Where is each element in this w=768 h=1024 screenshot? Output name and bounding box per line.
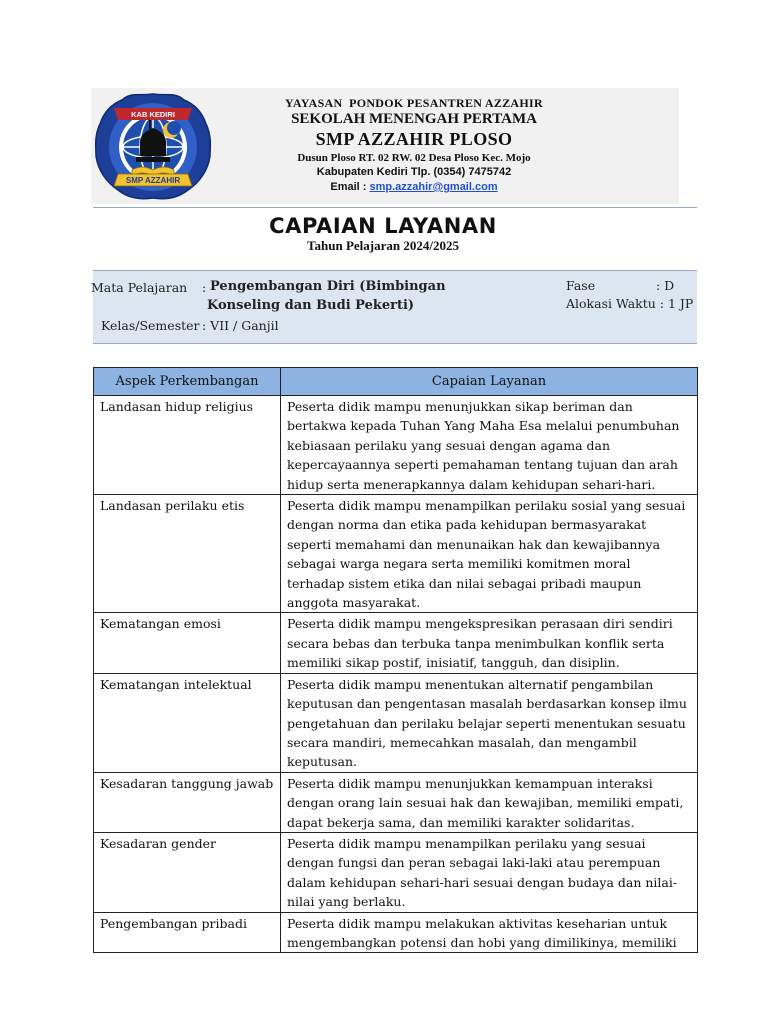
capaian-cell: Peserta didik mampu melakukan aktivitas keseharian untuk mengembangkan potensi dan hobi yang dimilikinya, memiliki — [281, 912, 698, 953]
table-row — [94, 912, 698, 953]
header-capaian: Capaian Layanan — [281, 368, 698, 396]
mapel-value-line-2: Konseling dan Budi Pekerti) — [207, 298, 415, 313]
table-row — [94, 396, 698, 495]
table-row — [94, 613, 698, 673]
address-line-2: Kabupaten Kediri Tlp. (0354) 7475742 — [316, 166, 512, 178]
page-title: CAPAIAN LAYANAN — [269, 214, 497, 238]
page-subtitle: Tahun Pelajaran 2024/2025 — [307, 238, 459, 253]
school-name: SMP AZZAHIR PLOSO — [315, 129, 513, 149]
logo-top-text: KAB KEDIRI — [131, 110, 175, 119]
mapel-separator: : — [202, 280, 207, 295]
school-type: SEKOLAH MENENGAH PERTAMA — [291, 111, 537, 127]
yayasan-name: YAYASAN PONDOK PESANTREN AZZAHIR — [285, 96, 543, 110]
aspek-cell: Kematangan intelektual — [94, 673, 281, 772]
mapel-label: Mata Pelajaran — [91, 280, 188, 295]
aspek-cell: Kesadaran tanggung jawab — [94, 772, 281, 832]
capaian-table — [93, 367, 698, 953]
aspek-cell: Landasan hidup religius — [94, 396, 281, 495]
aspek-cell: Pengembangan pribadi — [94, 912, 281, 953]
header-aspek: Aspek Perkembangan — [94, 368, 281, 396]
capaian-cell: Peserta didik mampu menunjukkan kemampuan interaksi dengan orang lain sesuai hak dan kewajiban, memiliki empati, dapat bekerja sama, dan memiliki karakter solidaritas. — [281, 772, 698, 832]
fase-value: : D — [656, 278, 675, 293]
fase-label: Fase — [566, 278, 596, 293]
table-header-row — [94, 368, 698, 396]
capaian-cell: Peserta didik mampu menampilkan perilaku yang sesuai dengan fungsi dan peran sebagai laki-laki atau perempuan dalam kehidupan sehari-hari sesuai dengan budaya dan nilai- nilai yang berlaku. — [281, 832, 698, 912]
aspek-cell: Kesadaran gender — [94, 832, 281, 912]
aspek-cell: Kematangan emosi — [94, 613, 281, 673]
table-row — [94, 495, 698, 613]
table-row — [94, 832, 698, 912]
logo-bottom-text: SMP AZZAHIR — [125, 176, 181, 185]
capaian-cell: Peserta didik mampu menampilkan perilaku sosial yang sesuai dengan norma dan etika pada kehidupan bermasyarakat seperti memahami dan menunaikan hak dan kewajibannya sebagai warga negara serta memiliki komitmen moral terhadap sistem etika dan nilai sebagai pribadi maupun anggota masyarakat. — [281, 495, 698, 613]
capaian-cell: Peserta didik mampu mengekspresikan perasaan diri sendiri secara bebas dan terbuka tanpa menimbulkan konflik serta memiliki sikap postif, inisiatif, tangguh, dan disiplin. — [281, 613, 698, 673]
mapel-value-line-1: Pengembangan Diri (Bimbingan — [210, 279, 446, 294]
email-link[interactable]: smp.azzahir@gmail.com — [369, 181, 498, 193]
kelas-value: : VII / Ganjil — [202, 318, 279, 333]
alokasi-waktu: Alokasi Waktu : 1 JP — [566, 296, 694, 311]
table-row — [94, 772, 698, 832]
capaian-cell: Peserta didik mampu menentukan alternatif pengambilan keputusan dan pengentasan masalah berdasarkan konsep ilmu pengetahuan dan perilaku belajar seperti menentukan sesuatu secara mandiri, memecahkan masalah, dan mengambil keputusan. — [281, 673, 698, 772]
table-row — [94, 673, 698, 772]
capaian-cell: Peserta didik mampu menunjukkan sikap beriman dan bertakwa kepada Tuhan Yang Maha Esa melalui penumbuhan kebiasaan perilaku yang sesuai dengan agama dan kepercayaannya seperti pemahaman tentang tujuan dan arah hidup serta menerapkannya dalam kehidupan sehari-hari. — [281, 396, 698, 495]
email-label: Email : — [330, 181, 370, 193]
kelas-label: Kelas/Semester — [101, 318, 200, 333]
address-line-1: Dusun Ploso RT. 02 RW. 02 Desa Ploso Kec. Mojo — [297, 152, 531, 164]
aspek-cell: Landasan perilaku etis — [94, 495, 281, 613]
